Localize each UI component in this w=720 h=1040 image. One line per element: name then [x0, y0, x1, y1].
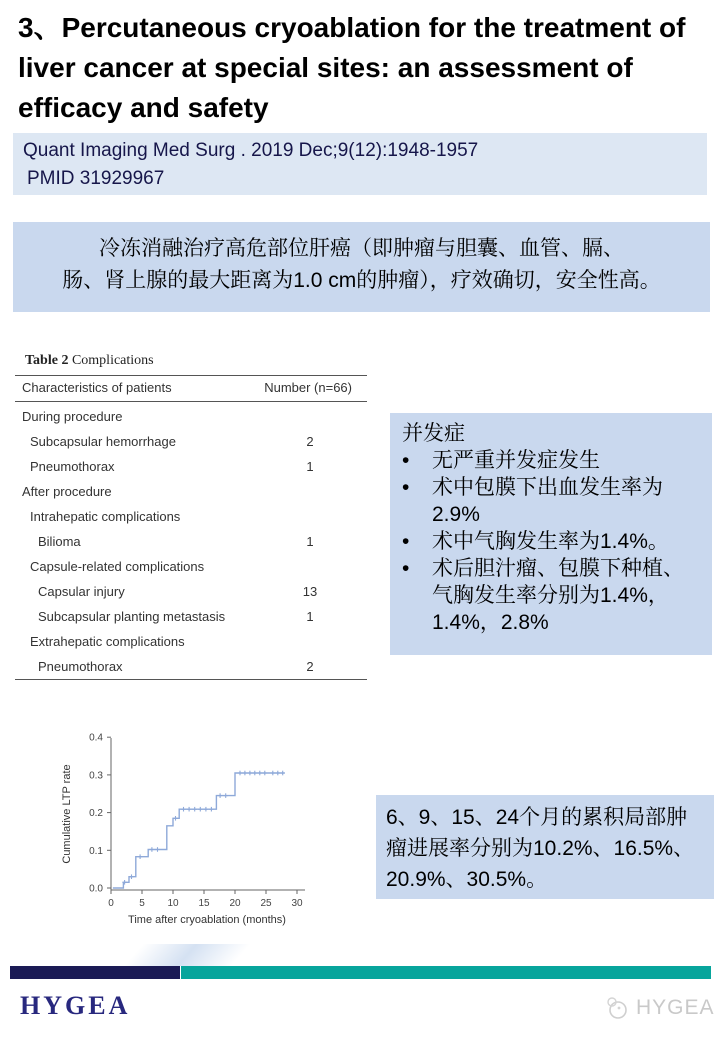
ltp-rate-chart: [55, 702, 375, 930]
bullet-text: 术后胆汁瘤、包膜下种植、气胸发生率分别为1.4%，1.4%，2.8%: [432, 557, 684, 634]
svg-text:25: 25: [260, 898, 272, 909]
table-row: [22, 504, 367, 529]
table-row: [22, 604, 367, 629]
svg-text:0.2: 0.2: [89, 808, 103, 820]
table-row-label: Pneumothorax: [38, 659, 123, 674]
citation-banner: [13, 133, 707, 195]
table-row-label: Subcapsular planting metastasis: [38, 609, 226, 624]
table-row-label: Pneumothorax: [30, 459, 115, 474]
table-caption: [25, 353, 154, 369]
table-row-value: 2: [306, 659, 314, 674]
svg-text:0.0: 0.0: [89, 883, 103, 895]
list-item: [402, 555, 700, 636]
footer-decoration: [112, 944, 277, 966]
table-body: [22, 404, 367, 679]
table-row-value: 1: [306, 609, 314, 624]
table-top-rule: [15, 375, 367, 376]
watermark-text: HYGEA: [636, 996, 715, 1019]
table-bottom-rule: [15, 679, 367, 680]
table-header-row: [22, 380, 352, 395]
summary-box: [13, 222, 710, 312]
list-item: [402, 528, 700, 555]
bullet-text: 术中包膜下出血发生率为2.9%: [432, 476, 663, 526]
table-row-value: 1: [306, 459, 314, 474]
table-row-label: Subcapsular hemorrhage: [30, 434, 176, 449]
table-row-value: 13: [302, 584, 318, 599]
summary-line-2: 肠、肾上腺的最大距离为1.0 cm的肿瘤），疗效确切，安全性高。: [62, 269, 661, 292]
table-header-number: Number (n=66): [264, 380, 352, 395]
table-row-label: Bilioma: [38, 534, 81, 549]
table-header-rule: [15, 401, 367, 402]
svg-text:20: 20: [229, 898, 241, 909]
ltp-rate-box: [376, 795, 714, 899]
citation-pmid: PMID 31929967: [27, 168, 165, 189]
table-row-value: 1: [306, 534, 314, 549]
table-row-label: Capsular injury: [38, 584, 125, 599]
complications-table: [15, 351, 367, 683]
hygea-logo-icon: [604, 995, 630, 1021]
hygea-watermark: [604, 995, 715, 1021]
list-item: [402, 474, 700, 528]
bullet-dot: •: [402, 449, 410, 472]
citation-journal: Quant Imaging Med Surg . 2019 Dec;9(12):1948-1957: [23, 140, 479, 161]
table-row: [22, 629, 367, 654]
table-row: [22, 654, 367, 679]
table-row: [22, 579, 367, 604]
svg-text:30: 30: [291, 898, 303, 909]
svg-text:0.4: 0.4: [89, 732, 103, 744]
bullet-dot: •: [402, 476, 410, 499]
table-row: [22, 554, 367, 579]
svg-text:0.1: 0.1: [89, 845, 103, 857]
ltp-rate-text: 6、9、15、24个月的累积局部肿瘤进展率分别为10.2%、16.5%、20.9%、30.5%。: [386, 806, 695, 891]
svg-text:15: 15: [198, 898, 210, 909]
table-row: [22, 404, 367, 429]
table-row-label: Capsule-related complications: [30, 559, 205, 574]
svg-text:10: 10: [167, 898, 179, 909]
svg-text:Cumulative LTP rate: Cumulative LTP rate: [61, 764, 73, 864]
table-header-characteristics: Characteristics of patients: [22, 380, 172, 395]
footer-navy-bar: [10, 966, 180, 979]
svg-text:0.3: 0.3: [89, 770, 103, 782]
table-row: [22, 454, 367, 479]
complications-bullet-list: [402, 447, 700, 636]
bullet-dot: •: [402, 530, 410, 553]
table-caption-number: Table 2: [25, 353, 69, 368]
bullet-dot: •: [402, 557, 410, 580]
table-row-value: 2: [306, 434, 314, 449]
bullet-text: 无严重并发症发生: [432, 449, 600, 472]
svg-text:5: 5: [139, 898, 145, 909]
table-row-label: After procedure: [22, 484, 112, 499]
table-row: [22, 479, 367, 504]
table-caption-title: Complications: [68, 353, 154, 368]
page-title: 3、Percutaneous cryoablation for the treatment of liver cancer at special sites: an assessment of efficacy and safety: [18, 12, 686, 123]
table-row-label: Intrahepatic complications: [30, 509, 181, 524]
complications-summary-box: [390, 413, 712, 655]
table-row-label: During procedure: [22, 409, 123, 424]
table-row-label: Extrahepatic complications: [30, 634, 185, 649]
summary-line-1: 冷冻消融治疗高危部位肝癌（即肿瘤与胆囊、血管、膈、: [99, 237, 624, 260]
footer-teal-bar: [181, 966, 711, 979]
svg-text:0: 0: [108, 898, 114, 909]
list-item: [402, 447, 700, 474]
bullet-text: 术中气胸发生率为1.4%。: [432, 530, 669, 553]
complications-heading: 并发症: [402, 422, 465, 445]
hygea-logo-text: HYGEA: [20, 991, 131, 1020]
svg-text:Time after cryoablation (month: Time after cryoablation (months): [128, 914, 286, 926]
table-row: [22, 529, 367, 554]
table-row: [22, 429, 367, 454]
